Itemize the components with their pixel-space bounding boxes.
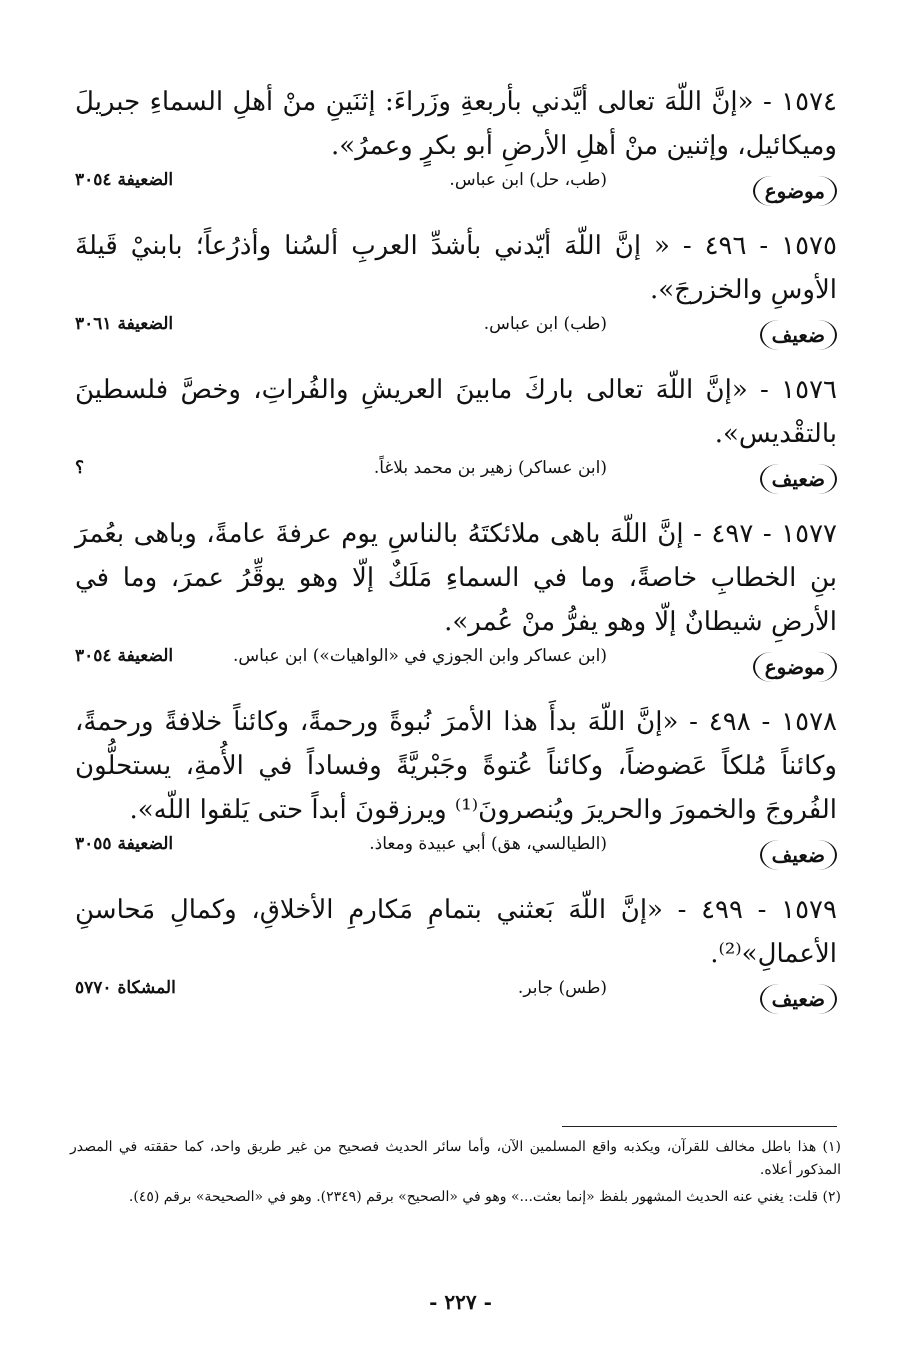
reference-line xyxy=(75,458,837,502)
footnote-2: (٢) قلت: يغني عنه الحديث المشهور بلفظ «إنما بعثت...» وهو في «الصحيح» برقم (٢٣٤٩). وهو في «الصحيحة» برقم (٤٥). xyxy=(128,1189,841,1205)
grade-badge: ضعيف xyxy=(760,464,837,494)
citation-text: الضعيفة ٣٠٥٤ xyxy=(75,646,174,666)
citation-text: المشكاة ٥٧٧٠ xyxy=(75,978,176,998)
source-text: (ابن عساكر) زهير بن محمد بلاغاً. xyxy=(373,458,607,478)
hadith-entry-1578 xyxy=(75,700,837,878)
page-body xyxy=(75,80,837,1032)
grade-badge: ضعيف xyxy=(760,840,837,870)
footnote-1: (١) هذا باطل مخالف للقرآن، ويكذبه واقع المسلمين الآن، وأما سائر الحديث فصحيح من غير طريق واحد، كما حققته في المصدر المذكور أعلاه. xyxy=(70,1139,841,1178)
hadith-text: ١٥٧٦ - «إنَّ اللّهَ تعالى باركَ مابينَ العريشِ والفُراتِ، وخصَّ فلسطينَ بالتقْديس». xyxy=(75,375,837,449)
hadith-entry-1577 xyxy=(75,512,837,690)
reference-line xyxy=(75,646,837,690)
reference-line xyxy=(75,834,837,878)
citation-text: الضعيفة ٣٠٥٤ xyxy=(75,170,174,190)
footnote-divider xyxy=(562,1126,837,1127)
grade-badge: موضوع xyxy=(753,176,837,206)
source-text: (الطيالسي، هق) أبي عبيدة ومعاذ. xyxy=(369,834,607,854)
citation-text: الضعيفة ٣٠٥٥ xyxy=(75,834,174,854)
source-text: (ابن عساكر وابن الجوزي في «الواهيات») ابن عباس. xyxy=(232,646,607,666)
source-text: (طب) ابن عباس. xyxy=(483,314,607,334)
grade-badge: موضوع xyxy=(753,652,837,682)
hadith-text: ١٥٧٤ - «إنَّ اللّهَ تعالى أيَّدني بأربعةِ وزَراءَ: إثنَينِ منْ أهلِ السماءِ جبريلَ وميكائيل، وإثنين منْ أهلِ الأرضِ أبو بكرٍ وعمرُ». xyxy=(75,87,837,161)
hadith-text: ١٥٧٩ - ٤٩٩ - «إنَّ اللّهَ بَعثني بتمامِ مَكارمِ الأخلاقِ، وكمالِ مَحاسنِ الأعمالِ»⁽²⁾. xyxy=(75,895,837,969)
hadith-text: ١٥٧٨ - ٤٩٨ - «إنَّ اللّهَ بدأَ هذا الأمرَ نُبوةً ورحمةً، وكائناً خلافةً ورحمةً، وكائناً مُلكاً عَضوضاً، وكائناً عُتوةً وجَبْريَّةً وفساداً في الأُمةِ، يستحلُّون الفُروجَ والخمورَ والحريرَ ويُنصرونَ⁽¹⁾ ويرزقونَ أبداً حتى يَلقوا اللّه». xyxy=(75,707,837,825)
hadith-entry-1576 xyxy=(75,368,837,502)
hadith-text: ١٥٧٥ - ٤٩٦ - « إنَّ اللّهَ أيّدني بأشدِّ العربِ ألسُنا وأذرُعاً؛ بابنيْ قَيلةَ الأوسِ والخزرجَ». xyxy=(75,231,837,305)
hadith-entry-1575 xyxy=(75,224,837,358)
source-text: (طب، حل) ابن عباس. xyxy=(449,170,607,190)
page-number: - ٢٢٧ - xyxy=(429,1290,492,1314)
hadith-text: ١٥٧٧ - ٤٩٧ - إنَّ اللّهَ باهى ملائكتَهُ بالناسِ يوم عرفةَ عامةً، وباهى بعُمرَ بنِ الخطابِ خاصةً، وما في السماءِ مَلَكٌ إلّا وهو يوقِّرُ عمرَ، وما في الأرضِ شيطانٌ إلّا وهو يفرُّ منْ عُمر». xyxy=(75,519,837,637)
hadith-entry-1579 xyxy=(75,888,837,1022)
reference-line xyxy=(75,314,837,358)
footnotes xyxy=(70,1136,841,1213)
reference-line xyxy=(75,170,837,214)
grade-badge: ضعيف xyxy=(760,984,837,1014)
source-text: (طس) جابر. xyxy=(517,978,607,998)
hadith-entry-1574 xyxy=(75,80,837,214)
citation-text: الضعيفة ٣٠٦١ xyxy=(75,314,174,334)
reference-line xyxy=(75,978,837,1022)
citation-text: ؟ xyxy=(75,458,85,478)
grade-badge: ضعيف xyxy=(760,320,837,350)
